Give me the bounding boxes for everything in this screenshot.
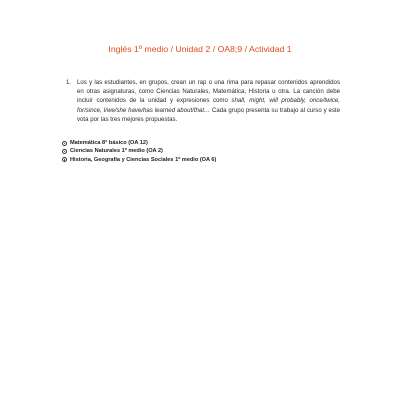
link-icon [62, 157, 67, 162]
link-icon [62, 149, 67, 154]
connection-label: Matemática 8° básico (OA 12) [70, 140, 148, 146]
link-icon [62, 141, 67, 146]
activity-expressions: shall, might, will probably, once/twice, for/since, I/we/she have/has learned about/that… [77, 97, 341, 114]
page-title: Inglés 1º medio / Unidad 2 / OA8;9 / Actividad 1 [108, 44, 292, 54]
activity-description [77, 78, 340, 124]
connection-label: Ciencias Naturales 1º medio (OA 2) [70, 148, 163, 155]
activity-text-part1: Los y las estudiantes, en grupos, crean un rap o una rima para repasar contenidos aprendidos en otras asignaturas, como Ciencias Naturales, Matemática, Historia u otra. La canción debe incluir contenidos de la unidad y expresiones como [77, 79, 340, 105]
activity-item [66, 78, 340, 124]
connection-item-historia [62, 156, 362, 164]
activity-number: 1. [66, 79, 72, 86]
activity-text-part2: Cada grupo presenta su trabajo al curso y este vota por las tres mejores propuestas. [77, 106, 341, 123]
subject-connections-list [62, 139, 362, 164]
connection-item-matematica [62, 139, 362, 147]
connection-item-ciencias [62, 147, 362, 155]
connection-label: Historia, Geografía y Ciencias Sociales 1º medio (OA 6) [70, 156, 217, 163]
